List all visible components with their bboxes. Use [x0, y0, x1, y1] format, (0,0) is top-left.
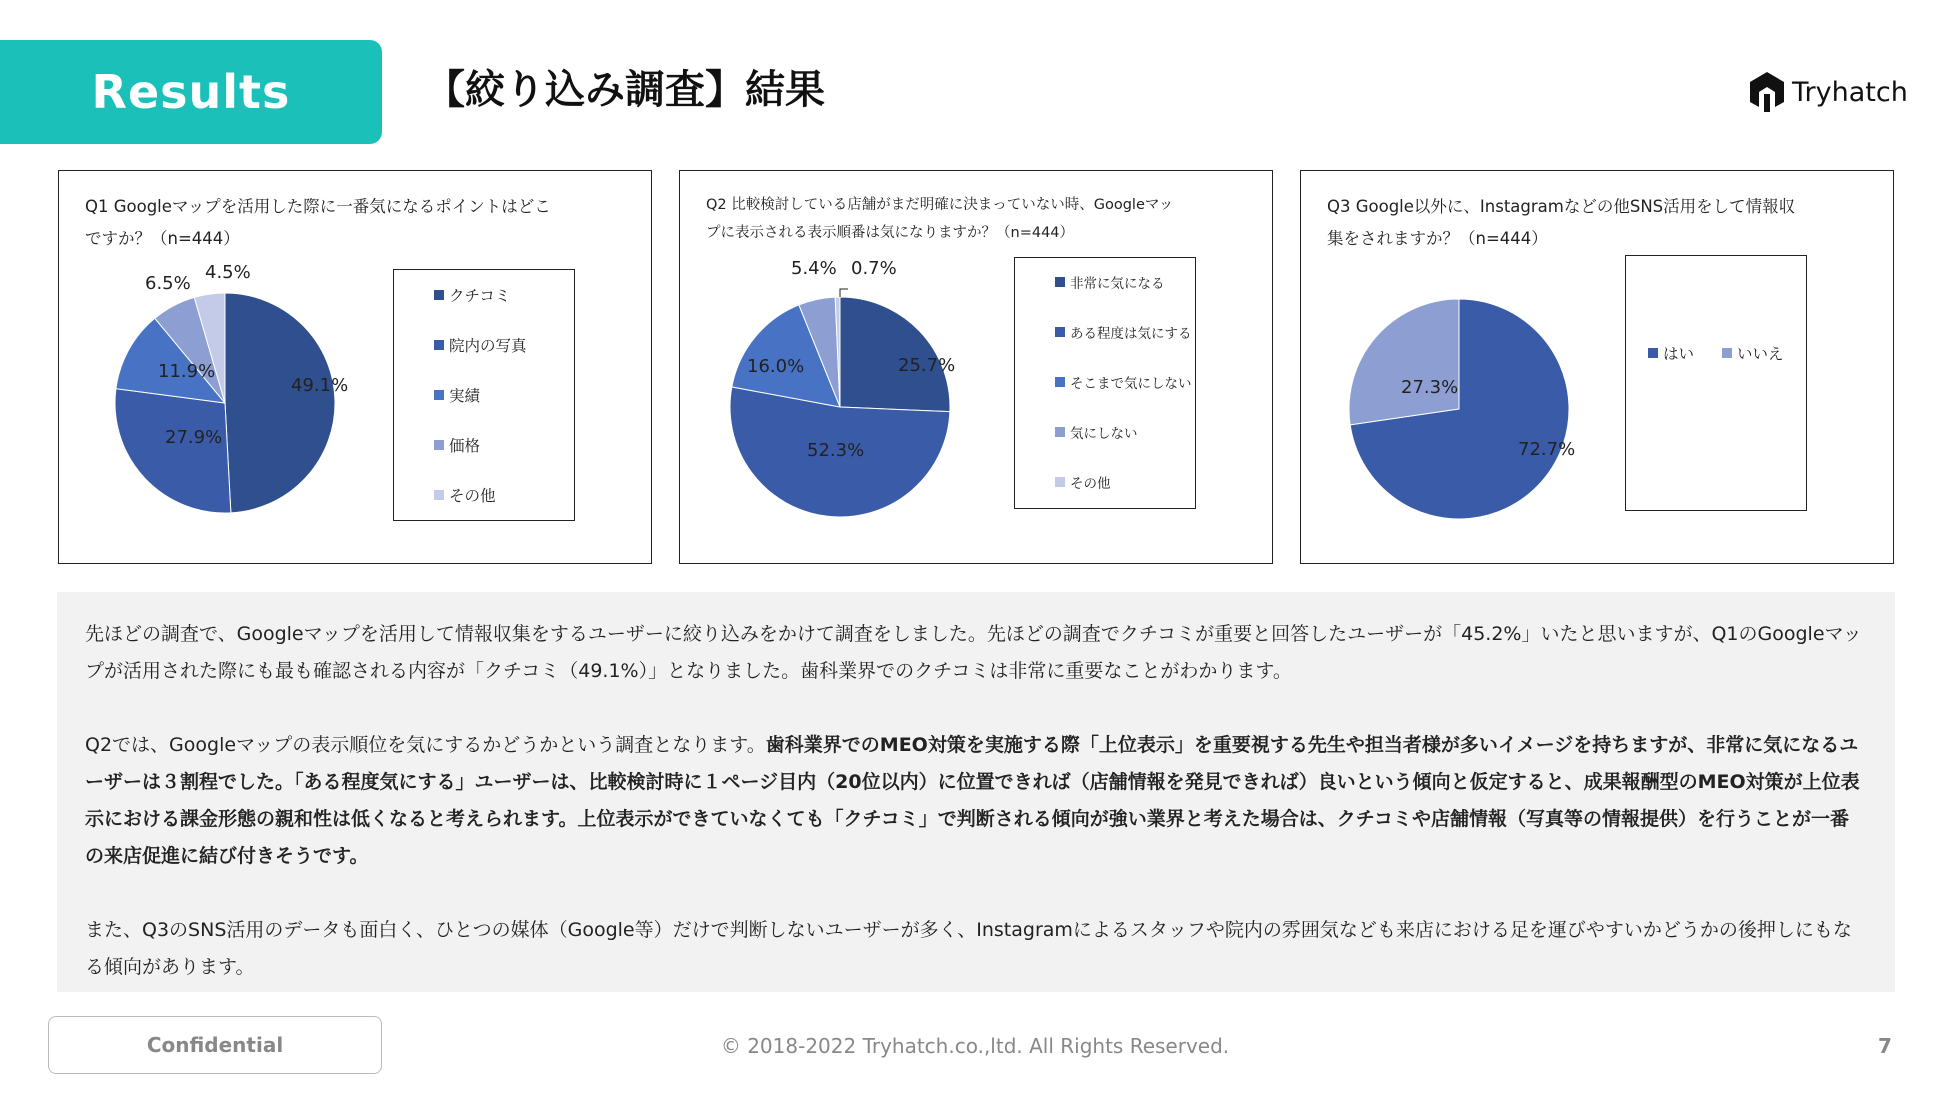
- chart-q1-legend-swatch: [434, 490, 444, 500]
- copyright-text: © 2018-2022 Tryhatch.co.,ltd. All Rights Reserved.: [720, 1034, 1230, 1058]
- chart-q3-legend-label: いいえ: [1737, 345, 1784, 363]
- chart-q1-legend-item: [434, 384, 480, 406]
- chart-q1-legend-item: [434, 434, 480, 456]
- chart-q2-legend: [1014, 257, 1196, 509]
- summary-paragraph-2-intro: Q2では、Googleマップの表示順位を気にするかどうかという調査となります。: [85, 734, 766, 756]
- chart-q1-slice-0: [225, 293, 335, 513]
- chart-q2-legend-item: [1055, 372, 1192, 392]
- chart-panel-q3: [1300, 170, 1894, 564]
- chart-q3-legend-swatch: [1648, 348, 1658, 358]
- chart-q1-legend-label: クチコミ: [449, 287, 511, 305]
- chart-q2-question-line-1: Q2 比較検討している店舗がまだ明確に決まっていない時、Googleマッ: [706, 197, 1174, 213]
- chart-q1-legend-swatch: [434, 340, 444, 350]
- chart-q2-data-label-0: 25.7%: [898, 355, 956, 376]
- confidential-label: Confidential: [48, 1016, 382, 1074]
- chart-q1-legend-item: [434, 284, 510, 306]
- chart-q1-data-label-1: 27.9%: [165, 427, 223, 448]
- chart-q3-legend-item: [1648, 342, 1694, 364]
- chart-q1-legend-label: 院内の写真: [449, 337, 527, 355]
- chart-q2-question-line-2: プに表示される表示順番は気になりますか？（n=444）: [706, 225, 1075, 241]
- chart-q2-data-label-3: 5.4%: [791, 258, 837, 279]
- chart-q2-legend-swatch: [1055, 327, 1065, 337]
- chart-q3-legend-item: [1722, 342, 1784, 364]
- chart-q2-legend-label: その他: [1070, 476, 1111, 492]
- chart-q2-data-label-2: 16.0%: [747, 356, 805, 377]
- chart-q2-legend-swatch: [1055, 277, 1065, 287]
- chart-q1-data-label-2: 11.9%: [158, 361, 216, 382]
- chart-panel-q2: [679, 170, 1273, 564]
- chart-q2-legend-swatch: [1055, 427, 1065, 437]
- chart-q2-legend-label: そこまで気にしない: [1070, 376, 1192, 392]
- results-badge: [0, 40, 382, 144]
- summary-paragraph-1: 先ほどの調査で、Googleマップを活用して情報収集をするユーザーに絞り込みをかけて調査をしました。先ほどの調査でクチコミが重要と回答したユーザーが「45.2%」いたと思いますが、Q1のGoogleマップが活用された際にも最も確認される内容が「クチコミ（49.1%）」となりました。歯科業界でのクチコミは非常に重要なことがわかります。: [85, 623, 1862, 682]
- chart-q2-legend-item: [1055, 272, 1165, 292]
- chart-q1-legend-label: 実績: [449, 387, 481, 405]
- chart-q3-question-line-2: 集をされますか？（n=444）: [1327, 229, 1548, 248]
- chart-q2-legend-item: [1055, 422, 1138, 442]
- chart-q3-data-label-1: 27.3%: [1401, 377, 1459, 398]
- chart-q1-data-label-4: 4.5%: [205, 262, 251, 283]
- summary-paragraph-2: [85, 727, 1867, 875]
- summary-paragraph-2-emphasis: 歯科業界でのMEO対策を実施する際「上位表示」を重要視する先生や担当者様が多いイメージを持ちますが、非常に気になるユーザーは３割程でした。「ある程度気にする」ユーザーは、比較検討時に１ページ目内（20位以内）に位置できれば（店舗情報を発見できれば）良いという傾向と仮定すると、成果報酬型のMEO対策が上位表示における課金形態の親和性は低くなると考えられます。上位表示ができていなくても「クチコミ」で判断される傾向が強い業界と考えた場合は、クチコミや店舗情報（写真等の情報提供）を行うことが一番の来店促進に結び付きそうです。: [85, 734, 1860, 867]
- chart-q1-question-line-1: Q1 Googleマップを活用した際に一番気になるポイントはどこ: [85, 197, 551, 216]
- chart-q2-data-label-4: 0.7%: [851, 258, 897, 279]
- chart-q3-legend-label: はい: [1663, 345, 1695, 363]
- summary-paragraph-3: また、Q3のSNS活用のデータも面白く、ひとつの媒体（Google等）だけで判断しないユーザーが多く、Instagramによるスタッフや院内の雰囲気なども来店における足を運びやすいかどうかの後押しにもなる傾向があります。: [85, 919, 1852, 978]
- chart-q2-legend-swatch: [1055, 377, 1065, 387]
- chart-q1-legend-label: その他: [449, 487, 496, 505]
- chart-q1-slice-1: [115, 389, 231, 513]
- chart-q1-data-label-3: 6.5%: [145, 273, 191, 294]
- logo-text: Tryhatch: [1792, 76, 1908, 108]
- chart-q2-legend-swatch: [1055, 477, 1065, 487]
- chart-q3-slice-1: [1349, 299, 1459, 425]
- chart-q3-legend-swatch: [1722, 348, 1732, 358]
- chart-q1-legend-swatch: [434, 440, 444, 450]
- chart-q1-data-label-0: 49.1%: [291, 375, 349, 396]
- chart-q3-question-line-1: Q3 Google以外に、Instagramなどの他SNS活用をして情報収: [1327, 197, 1796, 216]
- chart-panel-q1: [58, 170, 652, 564]
- logo: [1748, 70, 1908, 114]
- results-badge-label: Results: [91, 65, 291, 119]
- chart-q1-question-line-2: ですか？（n=444）: [85, 229, 240, 248]
- chart-q2-data-label-1: 52.3%: [807, 440, 865, 461]
- chart-q1-legend-item: [434, 334, 527, 356]
- chart-q2-leader-line: [840, 289, 848, 297]
- chart-q2-legend-item: [1055, 322, 1192, 342]
- chart-q2-legend-label: ある程度は気にする: [1070, 326, 1192, 342]
- chart-q3-legend: [1625, 255, 1807, 511]
- chart-q2-legend-label: 非常に気になる: [1070, 276, 1165, 292]
- chart-q1-legend-swatch: [434, 390, 444, 400]
- chart-q2-legend-label: 気にしない: [1070, 426, 1138, 442]
- chart-q1-legend: [393, 269, 575, 521]
- summary-text-box: [57, 592, 1895, 992]
- page-title: 【絞り込み調査】結果: [425, 67, 825, 113]
- chart-q2-legend-item: [1055, 472, 1111, 492]
- chart-q1-legend-label: 価格: [449, 437, 481, 455]
- chart-q3-data-label-0: 72.7%: [1518, 439, 1576, 460]
- page-number: 7: [1878, 1034, 1892, 1058]
- chart-q1-legend-item: [434, 484, 496, 506]
- tryhatch-logo-icon: [1748, 70, 1786, 114]
- chart-q1-legend-swatch: [434, 290, 444, 300]
